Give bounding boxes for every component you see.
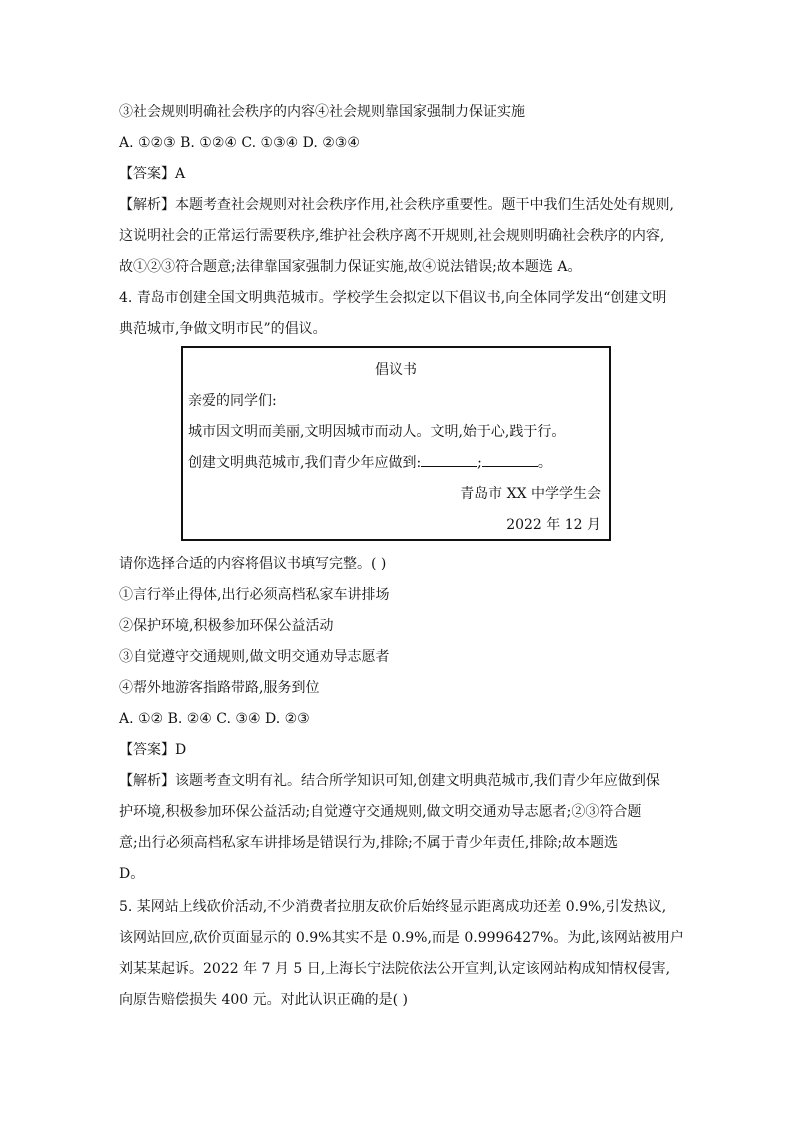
q5-stem-line: 5. 某网站上线砍价活动,不少消费者拉朋友砍价后始终显示距离成功还差 0.9%,引发热议, [119,899,667,915]
proposal-date: 2022 年 12 月 [506,517,601,533]
proposal-signature: 青岛市 XX 中学学生会 [460,486,601,502]
q4-choice: ②保护环境,积极参加环保公益活动 [119,618,334,634]
q5-stem-line: 刘某某起诉。2022 年 7 月 5 日,上海长宁法院依法公开宣判,认定该网站构成知情权侵害, [119,961,671,977]
q4-analysis-line: 意;出行必须高档私家车讲排场是错误行为,排除;不属于青少年责任,排除;故本题选 [119,835,619,851]
proposal-greeting: 亲爱的同学们: [188,393,277,409]
q3-analysis-line: 故①②③符合题意;法律靠国家强制力保证实施,故④说法错误;故本题选 A。 [119,259,582,275]
q4-stem-line: 4. 青岛市创建全国文明典范城市。学校学生会拟定以下倡议书,向全体同学发出“创建文明 [119,290,667,306]
q3-answer: 【答案】A [119,166,186,182]
q3-stem-line: ③社会规则明确社会秩序的内容④社会规则靠国家强制力保证实施 [119,104,525,120]
q5-stem-line: 该网站回应,砍价页面显示的 0.9%其实不是 0.9%,而是 0.9996427%。为此,该网站被用户 [119,930,684,946]
proposal-body-prefix: 创建文明典范城市,我们青少年应做到: [188,455,422,471]
q4-analysis-line: 护环境,积极参加环保公益活动;自觉遵守交通规则,做文明交通劝导志愿者;②③符合题 [119,804,642,820]
q4-choice: ④帮外地游客指路带路,服务到位 [119,680,320,696]
q3-analysis-line: 这说明社会的正常运行需要秩序,维护社会秩序离不开规则,社会规则明确社会秩序的内容, [119,228,665,244]
q3-analysis-line: 【解析】本题考查社会规则对社会秩序作用,社会秩序重要性。题干中我们生活处处有规则, [119,197,674,213]
q4-analysis-line: 【解析】该题考查文明有礼。结合所学知识可知,创建文明典范城市,我们青少年应做到保 [119,773,660,789]
proposal-body-end: 。 [537,455,552,471]
answer-blank-1 [421,454,477,467]
q5-stem-line: 向原告赔偿损失 400 元。对此认识正确的是( ) [119,992,408,1008]
proposal-title: 倡议书 [375,362,417,378]
proposal-box [181,346,611,541]
q4-answer: 【答案】D [119,742,187,758]
q4-options: A. ①② B. ②④ C. ③④ D. ②③ [119,711,310,727]
q4-question: 请你选择合适的内容将倡议书填写完整。( ) [119,556,387,572]
proposal-body-line-with-blanks [188,454,552,472]
q3-options: A. ①②③ B. ①②④ C. ①③④ D. ②③④ [119,135,360,151]
answer-blank-2 [482,454,538,467]
proposal-body-line: 城市因文明而美丽,文明因城市而动人。文明,始于心,践于行。 [188,424,566,440]
blank-separator: ; [477,455,482,471]
q4-stem-line: 典范城市,争做文明市民”的倡议。 [119,321,327,337]
q4-choice: ③自觉遵守交通规则,做文明交通劝导志愿者 [119,649,390,665]
q4-analysis-line: D。 [119,866,145,882]
q4-choice: ①言行举止得体,出行必须高档私家车讲排场 [119,587,390,603]
